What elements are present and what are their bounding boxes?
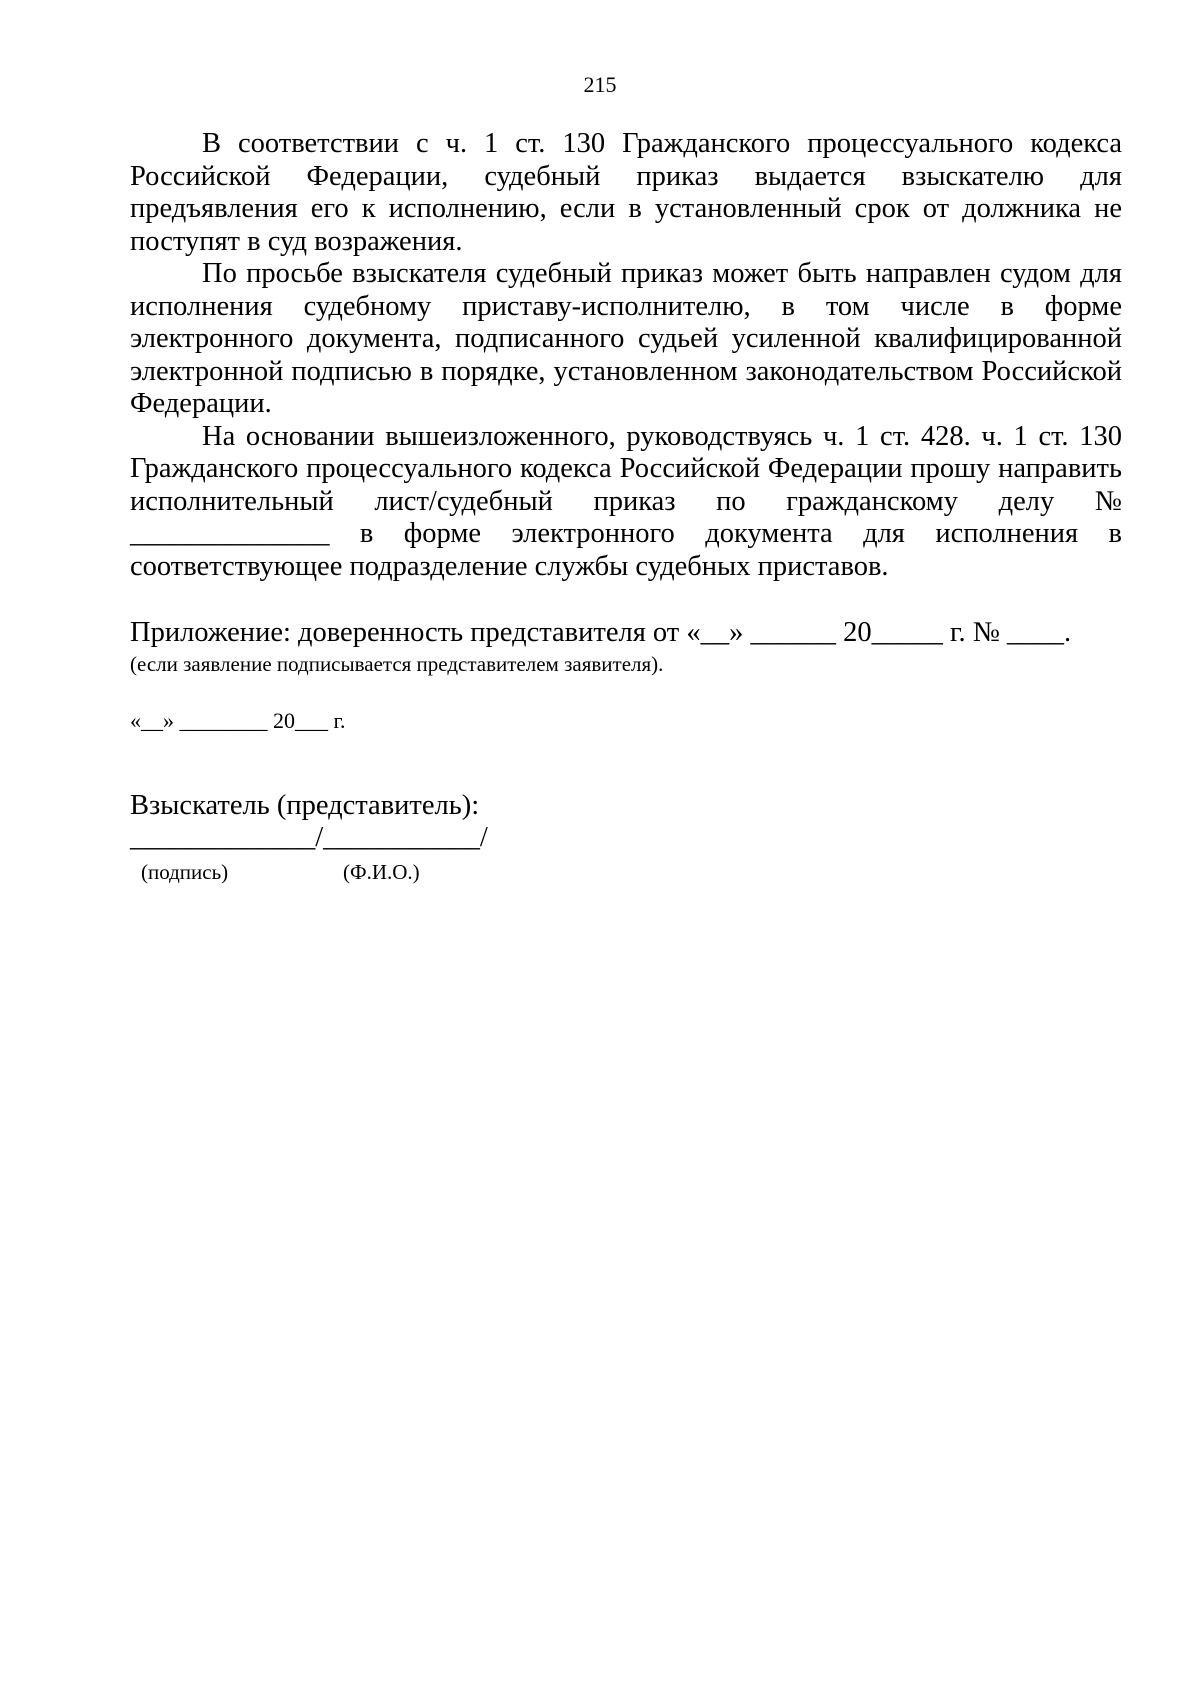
signature-caption: (подпись) — [141, 860, 229, 884]
paragraph-request: На основании вышеизложенного, руководствуясь ч. 1 ст. 428. ч. 1 ст. 130 Гражданского процессуального кодекса Российской Федерации прошу направить исполнительный лист/судебный приказ по гражданскому делу № ______________ в форме электронного документа для исполнения в соответствующее подразделение службы судебных приставов. — [130, 420, 1122, 582]
attachment-line: Приложение: доверенность представителя от «__» ______ 20_____ г. № ____. — [130, 617, 1072, 648]
attachment-note: (если заявление подписывается представителем заявителя). — [130, 652, 664, 676]
date-line: «__» ________ 20___ г. — [130, 708, 346, 733]
paragraph-electronic-delivery: По просьбе взыскателя судебный приказ может быть направлен судом для исполнения судебному приставу-исполнителю, в том числе в форме электронного документа, подписанного судьей усиленной квалифицированной электронной подписью в порядке, установленном законодательством Российской Федерации. — [130, 258, 1122, 419]
document-body — [130, 128, 1122, 583]
signature-line: _____________/___________/ — [130, 822, 488, 853]
signer-label: Взыскатель (представитель): — [130, 790, 480, 821]
page-number: 215 — [583, 72, 617, 97]
name-caption: (Ф.И.О.) — [343, 860, 420, 884]
paragraph-legal-basis: В соответствии с ч. 1 ст. 130 Гражданского процессуального кодекса Российской Федерации, судебный приказ выдается взыскателю для предъявления его к исполнению, если в установленный срок от должника не поступят в суд возражения. — [130, 128, 1122, 257]
